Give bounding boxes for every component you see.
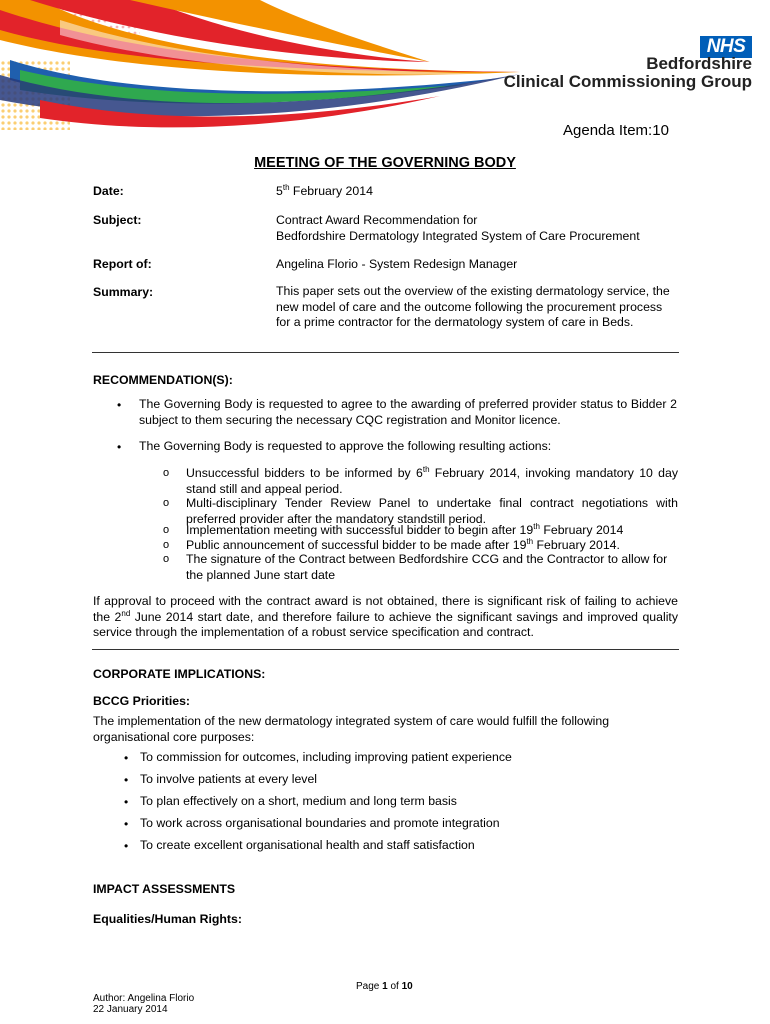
- action-item-4: Public announcement of successful bidder to be made after 19th February 2014.: [186, 536, 620, 552]
- header-banner-graphic: [0, 0, 540, 140]
- corporate-implications-heading: CORPORATE IMPLICATIONS:: [93, 667, 266, 681]
- approval-risk-paragraph: If approval to proceed with the contract award is not obtained, there is significant risk of failing to achieve the 2nd June 2014 start date, and therefore failure to achieve the significant savings and improved quality service through the implementation of a robust service specification and contract.: [93, 594, 678, 639]
- priorities-intro: The implementation of the new dermatology integrated system of care would fulfill the following organisational core purposes:: [93, 714, 610, 744]
- document-title: MEETING OF THE GOVERNING BODY: [254, 155, 516, 171]
- bullet-icon: •: [117, 398, 122, 412]
- section-divider: [92, 649, 679, 650]
- summary-label: Summary:: [93, 285, 154, 299]
- equalities-heading: Equalities/Human Rights:: [93, 912, 242, 926]
- bullet-icon: •: [124, 839, 129, 853]
- section-divider: [92, 352, 679, 353]
- priority-item: To work across organisational boundaries and promote integration: [140, 816, 500, 830]
- report-of-value: Angelina Florio - System Redesign Manager: [276, 257, 518, 271]
- bullet-icon: •: [117, 440, 122, 454]
- date-value: 5th February 2014: [276, 182, 373, 198]
- recommendation-1: The Governing Body is requested to agree to the awarding of preferred provider status to Bidder 2 subject to them securing the necessary CQC registration and Monitor licence.: [139, 397, 677, 427]
- nhs-logo: NHS: [700, 36, 752, 58]
- agenda-item: Agenda Item:10: [563, 122, 669, 139]
- priority-item: To involve patients at every level: [140, 772, 318, 786]
- circle-bullet-icon: o: [163, 467, 170, 479]
- report-of-label: Report of:: [93, 257, 152, 271]
- circle-bullet-icon: o: [163, 524, 170, 536]
- summary-value: This paper sets out the overview of the existing dermatology service, the new model of care and the outcome following the procurement process for a prime contractor for the dermatology system of care in Beds.: [276, 284, 670, 329]
- date-label: Date:: [93, 184, 124, 198]
- bullet-icon: •: [124, 773, 129, 787]
- bullet-icon: •: [124, 751, 129, 765]
- subject-label: Subject:: [93, 213, 142, 227]
- page-number: Page 1 of 10: [356, 981, 413, 992]
- recommendations-heading: RECOMMENDATION(S):: [93, 373, 233, 387]
- org-name-line1: Bedfordshire: [646, 54, 752, 73]
- priority-item: To commission for outcomes, including improving patient experience: [140, 750, 512, 764]
- bccg-priorities-heading: BCCG Priorities:: [93, 694, 191, 708]
- action-item-5: The signature of the Contract between Bedfordshire CCG and the Contractor to allow for the planned June start date: [186, 552, 668, 582]
- bullet-icon: •: [124, 795, 129, 809]
- circle-bullet-icon: o: [163, 539, 170, 551]
- circle-bullet-icon: o: [163, 553, 170, 565]
- priority-item: To create excellent organisational health and staff satisfaction: [140, 838, 475, 852]
- footer-date: 22 January 2014: [93, 1004, 168, 1015]
- action-item-1: Unsuccessful bidders to be informed by 6th February 2014, invoking mandatory 10 day stand still and appeal period.: [186, 464, 678, 496]
- bullet-icon: •: [124, 817, 129, 831]
- recommendation-2: The Governing Body is requested to approve the following resulting actions:: [139, 439, 552, 453]
- action-item-3: Implementation meeting with successful bidder to begin after 19th February 2014: [186, 521, 624, 537]
- footer-author: Author: Angelina Florio: [93, 993, 195, 1004]
- priority-item: To plan effectively on a short, medium and long term basis: [140, 794, 457, 808]
- circle-bullet-icon: o: [163, 497, 170, 509]
- action-item-2: Multi-disciplinary Tender Review Panel to undertake final contract negotiations with preferred provider after the mandatory standstill period.: [186, 496, 678, 526]
- impact-assessments-heading: IMPACT ASSESSMENTS: [93, 882, 236, 896]
- subject-value: Contract Award Recommendation for Bedfordshire Dermatology Integrated System of Care Procurement: [276, 213, 640, 243]
- org-name-line2: Clinical Commissioning Group: [503, 72, 752, 91]
